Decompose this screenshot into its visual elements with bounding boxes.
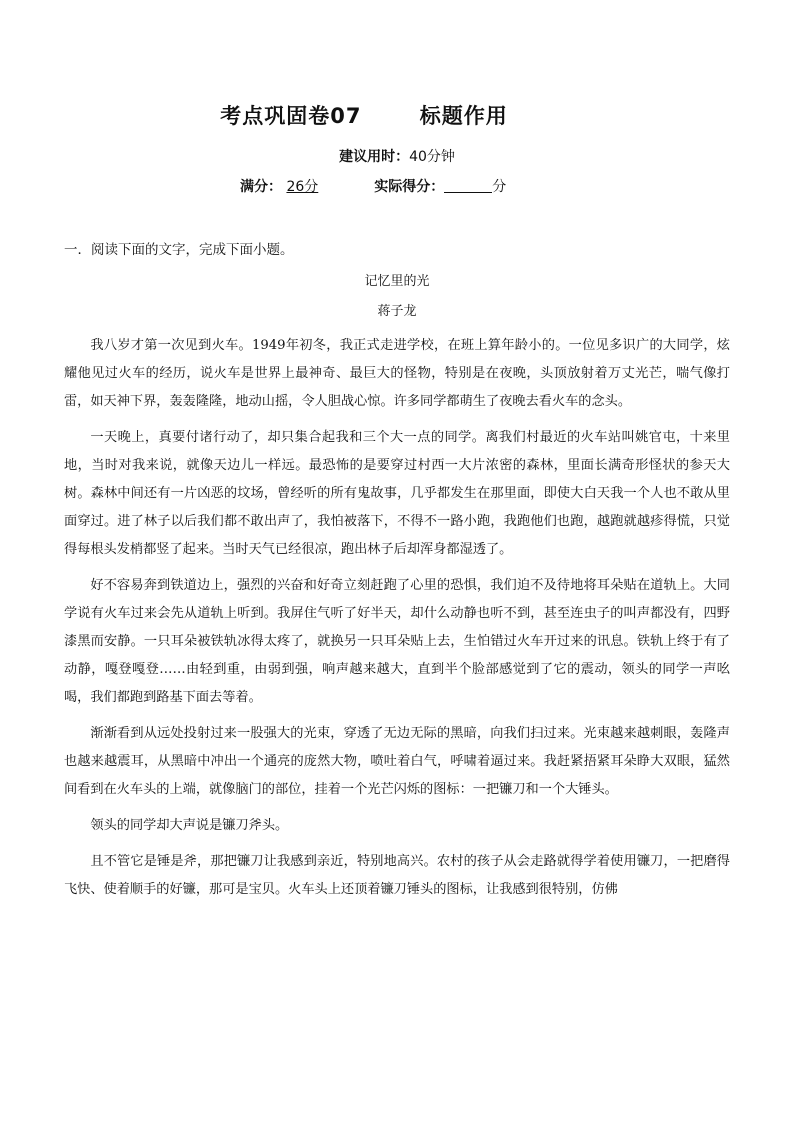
article-author: 蒋子龙	[377, 304, 417, 319]
actual-score-suffix: 分	[492, 179, 507, 195]
full-score-value: 26分	[286, 179, 319, 195]
actual-score-label: 实际得分：	[374, 179, 445, 195]
question-prompt: 一．阅读下面的文字，完成下面小题。	[64, 242, 294, 258]
score-line	[240, 176, 506, 196]
paragraph: 且不管它是锤是斧，那把镰刀让我感到亲近，特别地高兴。农村的孩子从会走路就得学着使用镰刀，一把磨得飞快、使着顺手的好镰，那可是宝贝。火车头上还顶着镰刀锤头的图标，让我感到很特别，仿佛	[64, 854, 730, 897]
paragraph: 领头的同学却大声说是镰刀斧头。	[90, 818, 289, 833]
paragraph: 渐渐看到从远处投射过来一股强大的光束，穿透了无边无际的黑暗，向我们扫过来。光束越来越刺眼，轰隆声也越来越震耳，从黑暗中冲出一个通亮的庞然大物，喷吐着白气，呼啸着逼过来。我赶紧捂紧耳朵睁大双眼，猛然间看到在火车头的上端，就像脑门的部位，挂着一个光芒闪烁的图标：一把镰刀和一个大锤头。	[64, 726, 730, 797]
full-score-label: 满分：	[240, 179, 282, 195]
paragraph: 好不容易奔到铁道边上，强烈的兴奋和好奇立刻赶跑了心里的恐惧，我们迫不及待地将耳朵贴在道轨上。大同学说有火车过来会先从道轨上听到。我屏住气听了好半天，却什么动静也听不到，甚至连虫子的叫声都没有，四野漆黑而安静。一只耳朵被铁轨冰得太疼了，就换另一只耳朵贴上去，生怕错过火车开过来的讯息。铁轨上终于有了动静，嘎登嘎登……由轻到重，由弱到强，响声越来越大，直到半个脸部感觉到了它的震动，领头的同学一声吆喝，我们都跑到路基下面去等着。	[64, 578, 730, 705]
article-title: 记忆里的光	[364, 274, 430, 289]
paragraph: 一天晚上，真要付诸行动了，却只集合起我和三个大一点的同学。离我们村最近的火车站叫姚官屯，十来里地，当时对我来说，就像天边儿一样远。最恐怖的是要穿过村西一大片浓密的森林，里面长满奇形怪状的参天大树。森林中间还有一片凶恶的坟场，曾经听的所有鬼故事，几乎都发生在那里面，即使大白天我一个人也不敢从里面穿过。进了林子以后我们都不敢出声了，我怕被落下，不得不一路小跑，我跑他们也跑，越跑就越疹得慌，只觉得每根头发梢都竖了起来。当时天气已经很凉，跑出林子后却浑身都湿透了。	[64, 430, 730, 557]
suggested-time-label: 建议用时：	[339, 149, 410, 165]
actual-score-blank[interactable]	[444, 178, 492, 193]
paragraph: 我八岁才第一次见到火车。1949年初冬，我正式走进学校，在班上算年龄小的。一位见多识广的大同学，炫耀他见过火车的经历，说火车是世界上最神奇、最巨大的怪物，特别是在夜晚，头顶放射着万丈光芒，喘气像打雷，如天神下界，轰轰隆隆，地动山摇，令人胆战心惊。许多同学都萌生了夜晚去看火车的念头。	[64, 338, 730, 409]
article-body	[64, 332, 730, 912]
page-title: 考点巩固卷07 标题作用	[220, 104, 508, 128]
suggested-time	[0, 146, 794, 166]
suggested-time-value: 40分钟	[409, 149, 455, 165]
